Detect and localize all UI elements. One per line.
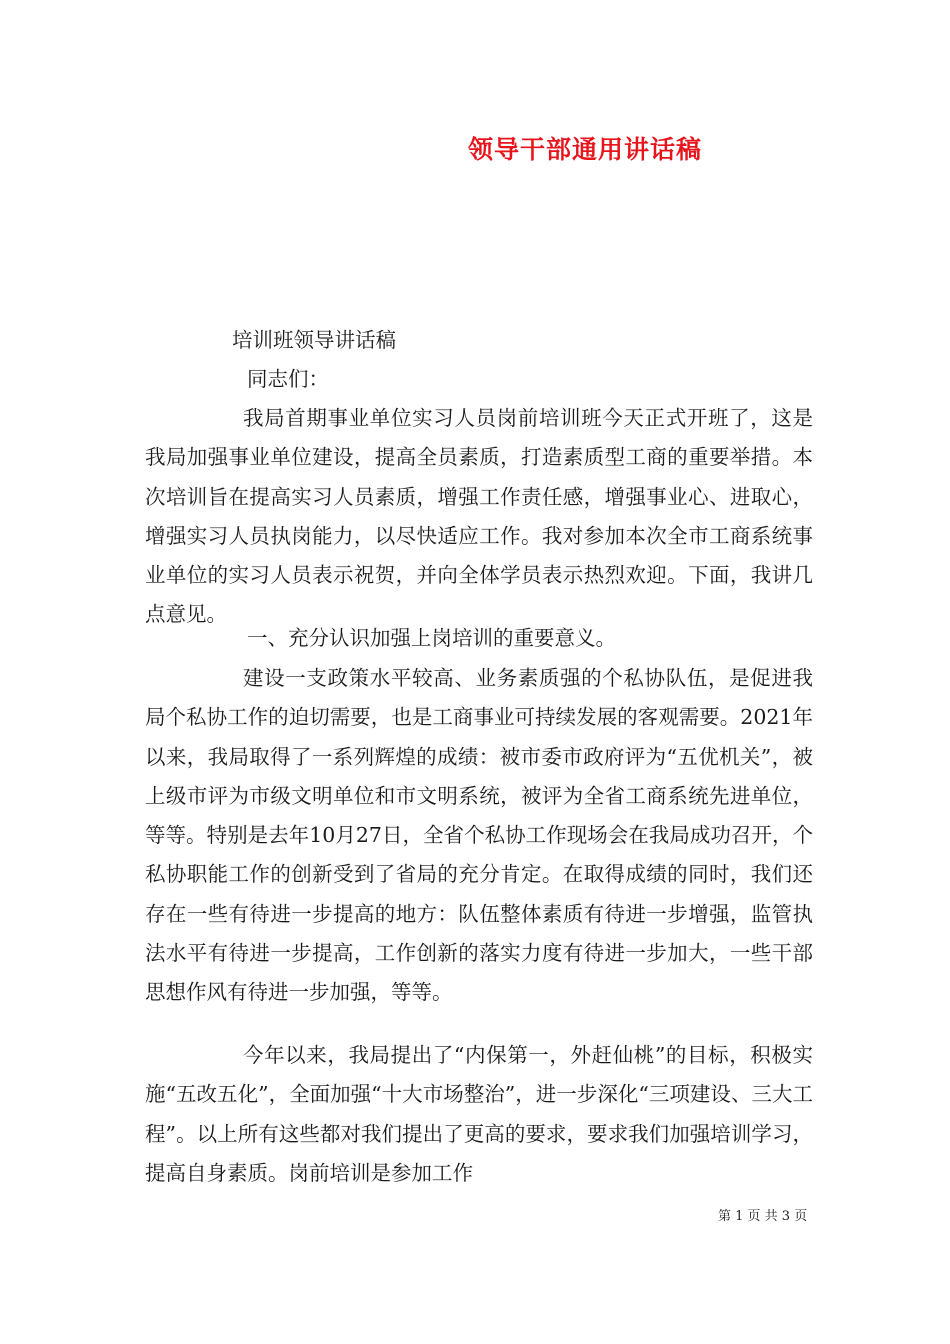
greeting: 同志们：: [247, 367, 329, 391]
section-heading-1: 一、充分认识加强上岗培训的重要意义。: [247, 626, 616, 650]
document-title: 领导干部通用讲话稿: [468, 135, 703, 164]
paragraph-goals: 今年以来，我局提出了“内保第一，外赶仙桃”的目标，积极实施“五改五化”，全面加强“十大市场整治”，进一步深化“三项建设、三大工程”。以上所有这些都对我们提出了更高的要求，要求我们加强培训学习，提高自身素质。岗前培训是参加工作: [145, 1043, 813, 1185]
page-number: 第 1 页 共 3 页: [718, 1209, 808, 1224]
paragraph-intro: 我局首期事业单位实习人员岗前培训班今天正式开班了，这是我局加强事业单位建设，提高全员素质，打造素质型工商的重要举措。本次培训旨在提高实习人员素质，增强工作责任感，增强事业心、进取心，增强实习人员执岗能力，以尽快适应工作。我对参加本次全市工商系统事业单位的实习人员表示祝贺，并向全体学员表示热烈欢迎。下面，我讲几点意见。: [145, 406, 813, 627]
speech-heading: 培训班领导讲话稿: [232, 328, 396, 352]
paragraph-significance: 建设一支政策水平较高、业务素质强的个私协队伍，是促进我局个私协工作的迫切需要，也是工商事业可持续发展的客观需要。2021年以来，我局取得了一系列辉煌的成绩：被市委市政府评为“五优机关”，被上级市评为市级文明单位和市文明系统，被评为全省工商系统先进单位，等等。特别是去年10月27日，全省个私协工作现场会在我局成功召开，个私协职能工作的创新受到了省局的充分肯定。在取得成绩的同时，我们还存在一些有待进一步提高的地方：队伍整体素质有待进一步增强，监管执法水平有待进一步提高，工作创新的落实力度有待进一步加大，一些干部思想作风有待进一步加强，等等。: [145, 666, 813, 1005]
